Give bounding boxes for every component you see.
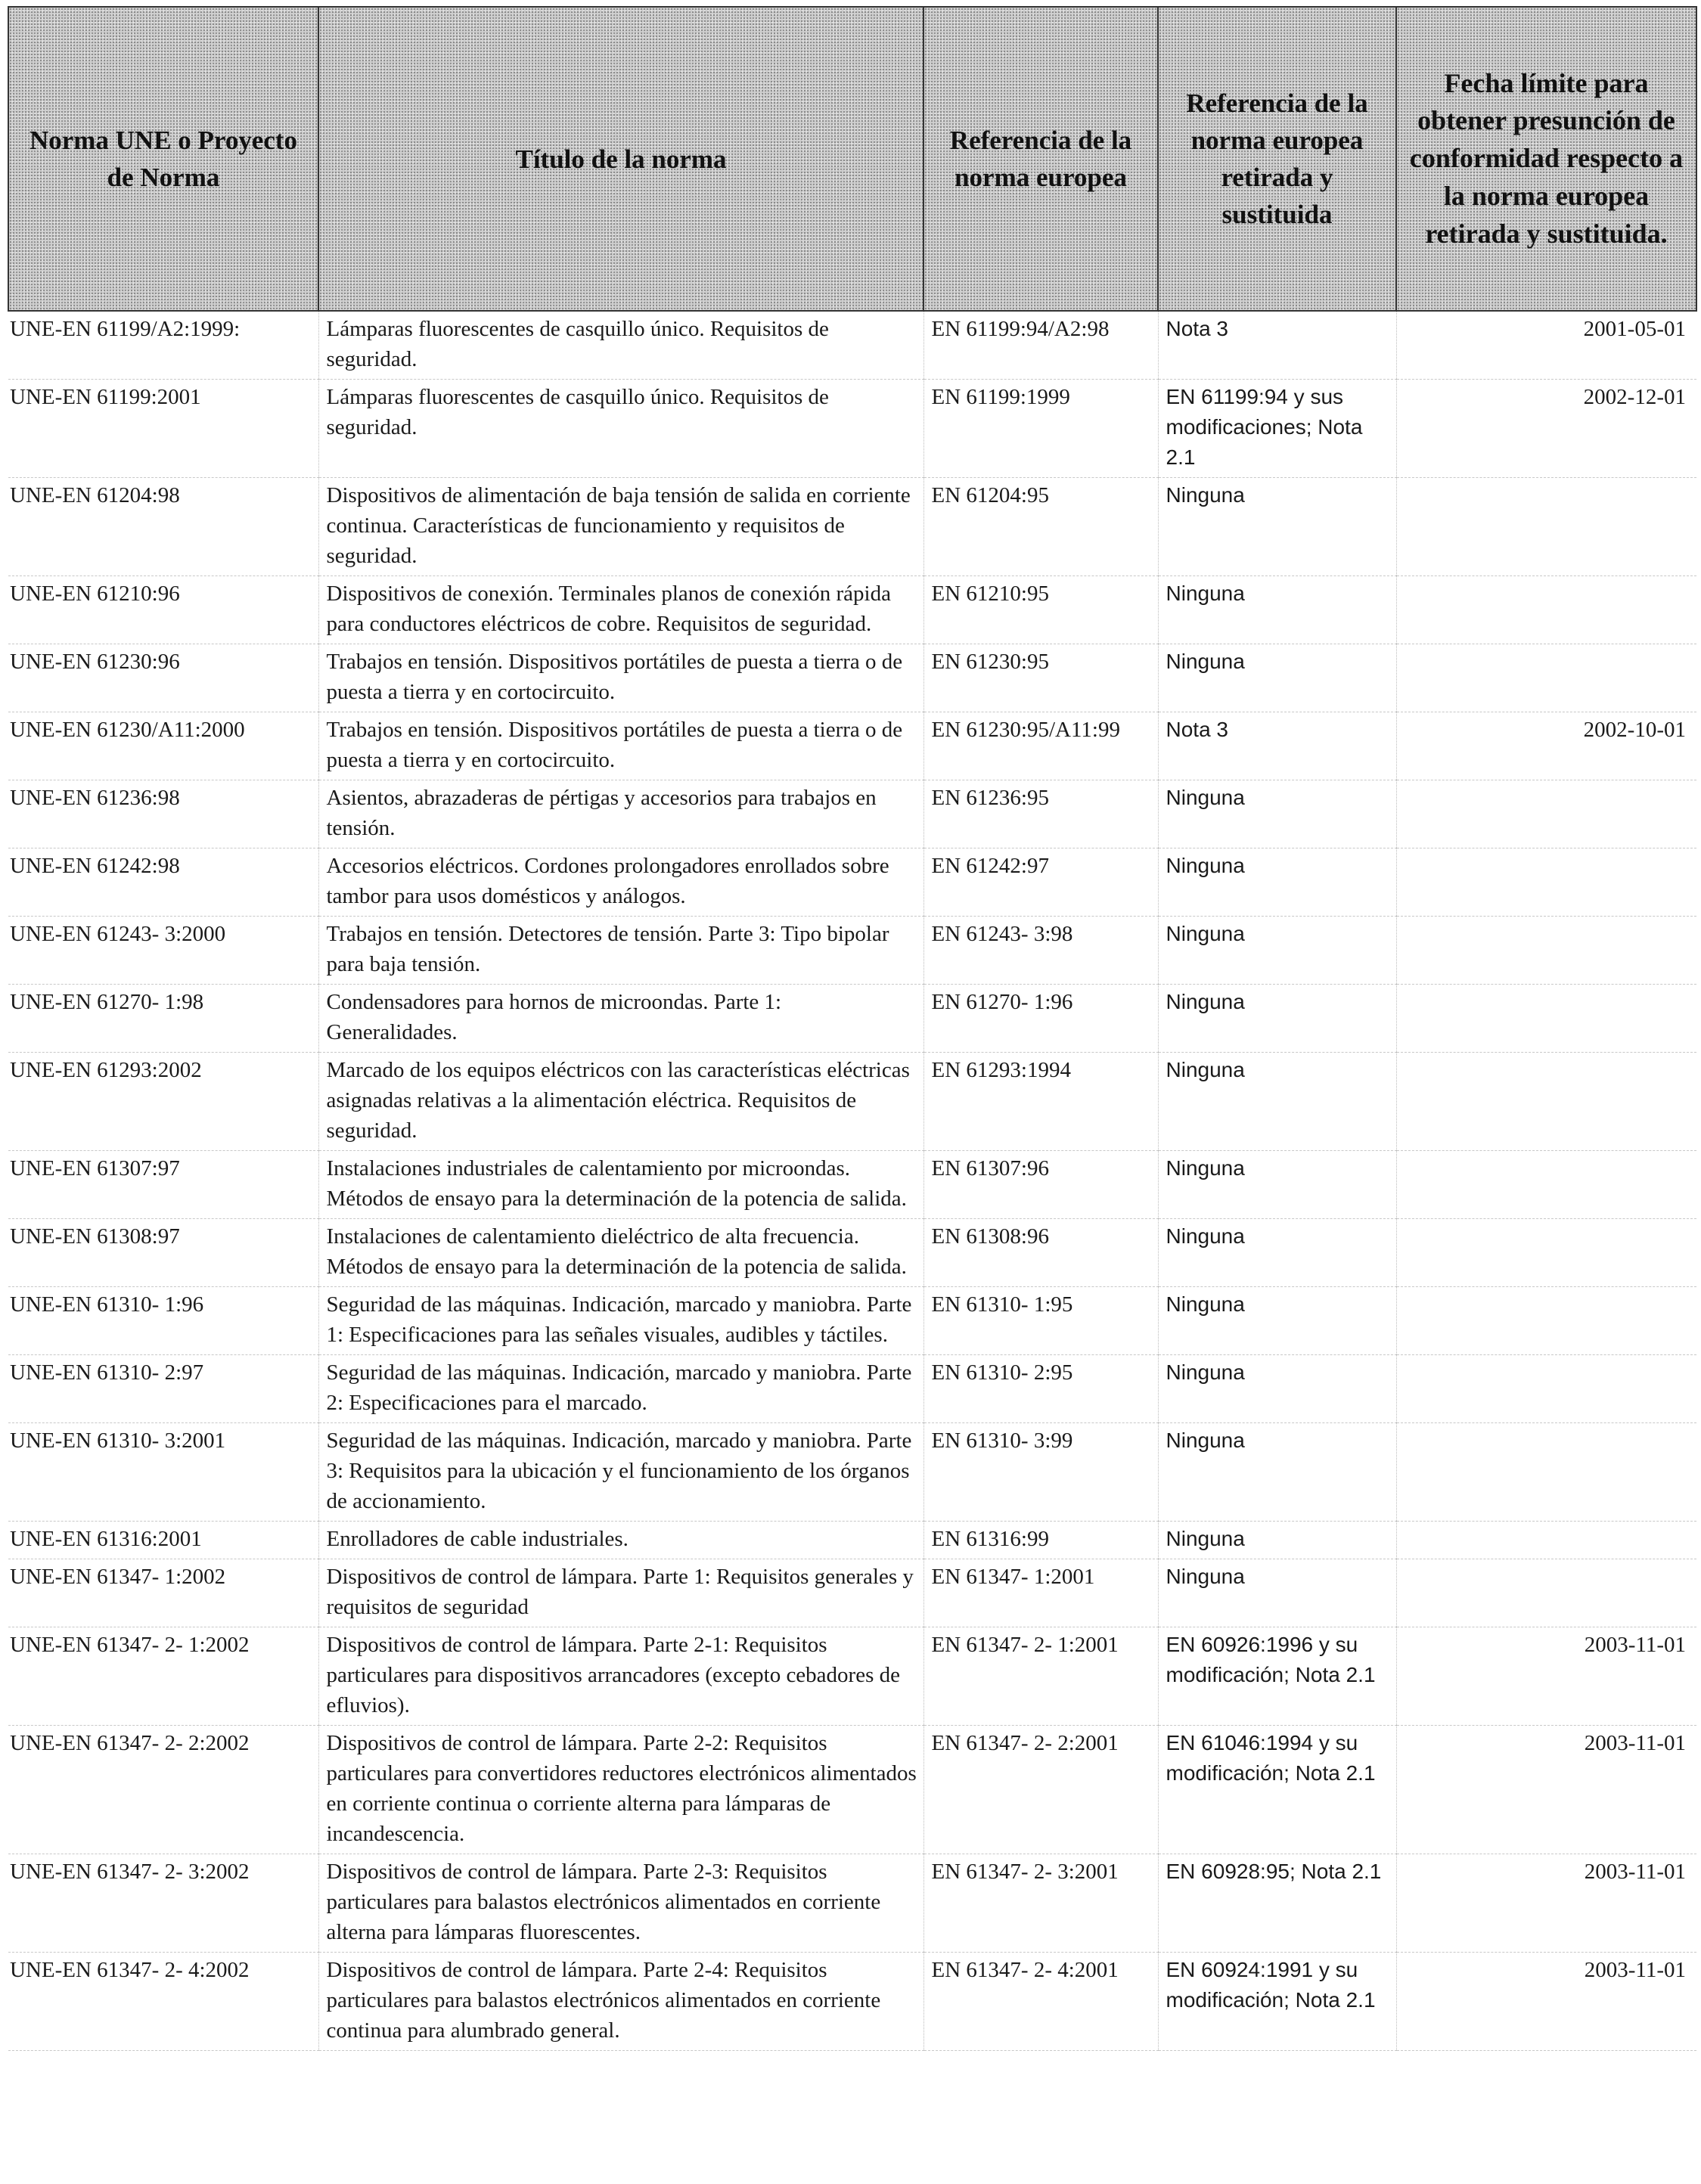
cell-retirada: Ninguna (1158, 917, 1396, 985)
cell-referencia: EN 61199:94/A2:98 (923, 311, 1158, 380)
cell-referencia: EN 61347- 2- 3:2001 (923, 1854, 1158, 1953)
cell-referencia: EN 61347- 2- 4:2001 (923, 1953, 1158, 2051)
cell-fecha: 2002-12-01 (1396, 380, 1696, 478)
cell-fecha: 2003-11-01 (1396, 1953, 1696, 2051)
cell-norma: UNE-EN 61243- 3:2000 (8, 917, 318, 985)
cell-titulo: Dispositivos de control de lámpara. Parte 2-1: Requisitos particulares para dispositivos arrancadores (excepto cebadores de efluvios). (318, 1627, 923, 1726)
cell-referencia: EN 61347- 1:2001 (923, 1559, 1158, 1627)
cell-norma: UNE-EN 61347- 2- 4:2002 (8, 1953, 318, 2051)
cell-retirada: Ninguna (1158, 1151, 1396, 1219)
cell-norma: UNE-EN 61347- 1:2002 (8, 1559, 318, 1627)
cell-retirada: EN 61046:1994 y su modificación; Nota 2.1 (1158, 1726, 1396, 1854)
cell-titulo: Dispositivos de alimentación de baja tensión de salida en corriente continua. Características de funcionamiento y requisitos de seguridad. (318, 478, 923, 576)
header-fecha: Fecha límite para obtener presunción de conformidad respecto a la norma europea retirada y sustituida. (1396, 7, 1696, 311)
cell-retirada: Nota 3 (1158, 712, 1396, 780)
table-row (8, 1053, 1696, 1151)
table-row (8, 985, 1696, 1053)
cell-norma: UNE-EN 61230:96 (8, 644, 318, 712)
header-retirada: Referencia de la norma europea retirada y sustituida (1158, 7, 1396, 311)
cell-retirada: Ninguna (1158, 1287, 1396, 1355)
cell-norma: UNE-EN 61199:2001 (8, 380, 318, 478)
table-header (8, 7, 1696, 311)
table-row (8, 576, 1696, 644)
cell-titulo: Dispositivos de control de lámpara. Parte 1: Requisitos generales y requisitos de seguridad (318, 1559, 923, 1627)
cell-referencia: EN 61230:95 (923, 644, 1158, 712)
cell-norma: UNE-EN 61242:98 (8, 848, 318, 917)
cell-fecha (1396, 1559, 1696, 1627)
cell-referencia: EN 61316:99 (923, 1522, 1158, 1559)
cell-norma: UNE-EN 61293:2002 (8, 1053, 318, 1151)
table-row (8, 1559, 1696, 1627)
cell-referencia: EN 61242:97 (923, 848, 1158, 917)
cell-retirada: Ninguna (1158, 644, 1396, 712)
cell-fecha (1396, 985, 1696, 1053)
cell-referencia: EN 61310- 1:95 (923, 1287, 1158, 1355)
table-body (8, 311, 1696, 2051)
cell-norma: UNE-EN 61308:97 (8, 1219, 318, 1287)
cell-fecha (1396, 576, 1696, 644)
cell-norma: UNE-EN 61316:2001 (8, 1522, 318, 1559)
cell-fecha (1396, 780, 1696, 848)
table-row (8, 1627, 1696, 1726)
cell-referencia: EN 61243- 3:98 (923, 917, 1158, 985)
cell-norma: UNE-EN 61310- 3:2001 (8, 1423, 318, 1522)
cell-norma: UNE-EN 61310- 1:96 (8, 1287, 318, 1355)
cell-titulo: Dispositivos de control de lámpara. Parte 2-2: Requisitos particulares para convertidores reductores electrónicos alimentados en corriente continua o corriente alterna para lámparas de incandescencia. (318, 1726, 923, 1854)
cell-titulo: Enrolladores de cable industriales. (318, 1522, 923, 1559)
table-row (8, 478, 1696, 576)
header-norma: Norma UNE o Proyecto de Norma (8, 7, 318, 311)
cell-referencia: EN 61347- 2- 1:2001 (923, 1627, 1158, 1726)
cell-retirada: EN 60924:1991 y su modificación; Nota 2.1 (1158, 1953, 1396, 2051)
cell-titulo: Lámparas fluorescentes de casquillo único. Requisitos de seguridad. (318, 380, 923, 478)
cell-referencia: EN 61307:96 (923, 1151, 1158, 1219)
cell-retirada: Ninguna (1158, 1559, 1396, 1627)
cell-retirada: EN 61199:94 y sus modificaciones; Nota 2.1 (1158, 380, 1396, 478)
cell-retirada: EN 60928:95; Nota 2.1 (1158, 1854, 1396, 1953)
cell-referencia: EN 61310- 2:95 (923, 1355, 1158, 1423)
table-row (8, 1522, 1696, 1559)
cell-retirada: Ninguna (1158, 1522, 1396, 1559)
standards-table (8, 6, 1697, 2051)
cell-titulo: Condensadores para hornos de microondas. Parte 1: Generalidades. (318, 985, 923, 1053)
cell-fecha (1396, 848, 1696, 917)
header-row (8, 7, 1696, 311)
cell-fecha (1396, 1522, 1696, 1559)
header-titulo: Título de la norma (318, 7, 923, 311)
cell-fecha: 2001-05-01 (1396, 311, 1696, 380)
cell-titulo: Asientos, abrazaderas de pértigas y accesorios para trabajos en tensión. (318, 780, 923, 848)
cell-referencia: EN 61270- 1:96 (923, 985, 1158, 1053)
cell-titulo: Accesorios eléctricos. Cordones prolongadores enrollados sobre tambor para usos domésticos y análogos. (318, 848, 923, 917)
cell-titulo: Trabajos en tensión. Dispositivos portátiles de puesta a tierra o de puesta a tierra y en cortocircuito. (318, 644, 923, 712)
cell-referencia: EN 61199:1999 (923, 380, 1158, 478)
cell-titulo: Dispositivos de conexión. Terminales planos de conexión rápida para conductores eléctricos de cobre. Requisitos de seguridad. (318, 576, 923, 644)
cell-norma: UNE-EN 61230/A11:2000 (8, 712, 318, 780)
cell-fecha: 2003-11-01 (1396, 1854, 1696, 1953)
cell-retirada: Ninguna (1158, 848, 1396, 917)
cell-fecha (1396, 917, 1696, 985)
table-row (8, 644, 1696, 712)
cell-referencia: EN 61204:95 (923, 478, 1158, 576)
cell-titulo: Seguridad de las máquinas. Indicación, marcado y maniobra. Parte 1: Especificaciones para las señales visuales, audibles y táctiles. (318, 1287, 923, 1355)
table-row (8, 311, 1696, 380)
cell-norma: UNE-EN 61310- 2:97 (8, 1355, 318, 1423)
cell-titulo: Instalaciones de calentamiento dieléctrico de alta frecuencia. Métodos de ensayo para la determinación de la potencia de salida. (318, 1219, 923, 1287)
cell-retirada: Ninguna (1158, 985, 1396, 1053)
cell-norma: UNE-EN 61270- 1:98 (8, 985, 318, 1053)
cell-referencia: EN 61230:95/A11:99 (923, 712, 1158, 780)
cell-fecha: 2003-11-01 (1396, 1627, 1696, 1726)
cell-referencia: EN 61210:95 (923, 576, 1158, 644)
cell-retirada: Ninguna (1158, 1053, 1396, 1151)
cell-referencia: EN 61310- 3:99 (923, 1423, 1158, 1522)
cell-fecha (1396, 1151, 1696, 1219)
table-row (8, 1151, 1696, 1219)
cell-retirada: Ninguna (1158, 1355, 1396, 1423)
cell-retirada: Ninguna (1158, 478, 1396, 576)
table-row (8, 848, 1696, 917)
cell-retirada: Ninguna (1158, 576, 1396, 644)
cell-norma: UNE-EN 61236:98 (8, 780, 318, 848)
cell-referencia: EN 61347- 2- 2:2001 (923, 1726, 1158, 1854)
table-row (8, 917, 1696, 985)
cell-fecha (1396, 1219, 1696, 1287)
cell-referencia: EN 61308:96 (923, 1219, 1158, 1287)
cell-titulo: Seguridad de las máquinas. Indicación, marcado y maniobra. Parte 3: Requisitos para la ubicación y el funcionamiento de los órganos de accionamiento. (318, 1423, 923, 1522)
cell-fecha (1396, 1423, 1696, 1522)
table-row (8, 1355, 1696, 1423)
header-referencia: Referencia de la norma europea (923, 7, 1158, 311)
cell-titulo: Trabajos en tensión. Dispositivos portátiles de puesta a tierra o de puesta a tierra y en cortocircuito. (318, 712, 923, 780)
cell-norma: UNE-EN 61347- 2- 3:2002 (8, 1854, 318, 1953)
cell-retirada: Ninguna (1158, 1219, 1396, 1287)
cell-titulo: Dispositivos de control de lámpara. Parte 2-4: Requisitos particulares para balastos electrónicos alimentados en corriente continua para alumbrado general. (318, 1953, 923, 2051)
table-row (8, 1726, 1696, 1854)
cell-fecha (1396, 478, 1696, 576)
cell-norma: UNE-EN 61204:98 (8, 478, 318, 576)
cell-titulo: Marcado de los equipos eléctricos con las características eléctricas asignadas relativas a la alimentación eléctrica. Requisitos de seguridad. (318, 1053, 923, 1151)
cell-retirada: Ninguna (1158, 780, 1396, 848)
cell-norma: UNE-EN 61307:97 (8, 1151, 318, 1219)
cell-norma: UNE-EN 61347- 2- 1:2002 (8, 1627, 318, 1726)
cell-titulo: Dispositivos de control de lámpara. Parte 2-3: Requisitos particulares para balastos electrónicos alimentados en corriente alterna para lámparas fluorescentes. (318, 1854, 923, 1953)
cell-retirada: EN 60926:1996 y su modificación; Nota 2.1 (1158, 1627, 1396, 1726)
cell-fecha (1396, 1355, 1696, 1423)
cell-fecha: 2003-11-01 (1396, 1726, 1696, 1854)
cell-fecha (1396, 1287, 1696, 1355)
table-row (8, 1423, 1696, 1522)
cell-titulo: Seguridad de las máquinas. Indicación, marcado y maniobra. Parte 2: Especificaciones para el marcado. (318, 1355, 923, 1423)
cell-referencia: EN 61236:95 (923, 780, 1158, 848)
cell-titulo: Lámparas fluorescentes de casquillo único. Requisitos de seguridad. (318, 311, 923, 380)
table-row (8, 1219, 1696, 1287)
table-row (8, 1854, 1696, 1953)
table-row (8, 1953, 1696, 2051)
table-row (8, 780, 1696, 848)
cell-titulo: Instalaciones industriales de calentamiento por microondas. Métodos de ensayo para la determinación de la potencia de salida. (318, 1151, 923, 1219)
cell-retirada: Nota 3 (1158, 311, 1396, 380)
cell-fecha (1396, 1053, 1696, 1151)
table-row (8, 1287, 1696, 1355)
cell-retirada: Ninguna (1158, 1423, 1396, 1522)
cell-referencia: EN 61293:1994 (923, 1053, 1158, 1151)
table-row (8, 380, 1696, 478)
cell-fecha: 2002-10-01 (1396, 712, 1696, 780)
cell-norma: UNE-EN 61347- 2- 2:2002 (8, 1726, 318, 1854)
cell-norma: UNE-EN 61199/A2:1999: (8, 311, 318, 380)
table-row (8, 712, 1696, 780)
cell-fecha (1396, 644, 1696, 712)
cell-norma: UNE-EN 61210:96 (8, 576, 318, 644)
cell-titulo: Trabajos en tensión. Detectores de tensión. Parte 3: Tipo bipolar para baja tensión. (318, 917, 923, 985)
